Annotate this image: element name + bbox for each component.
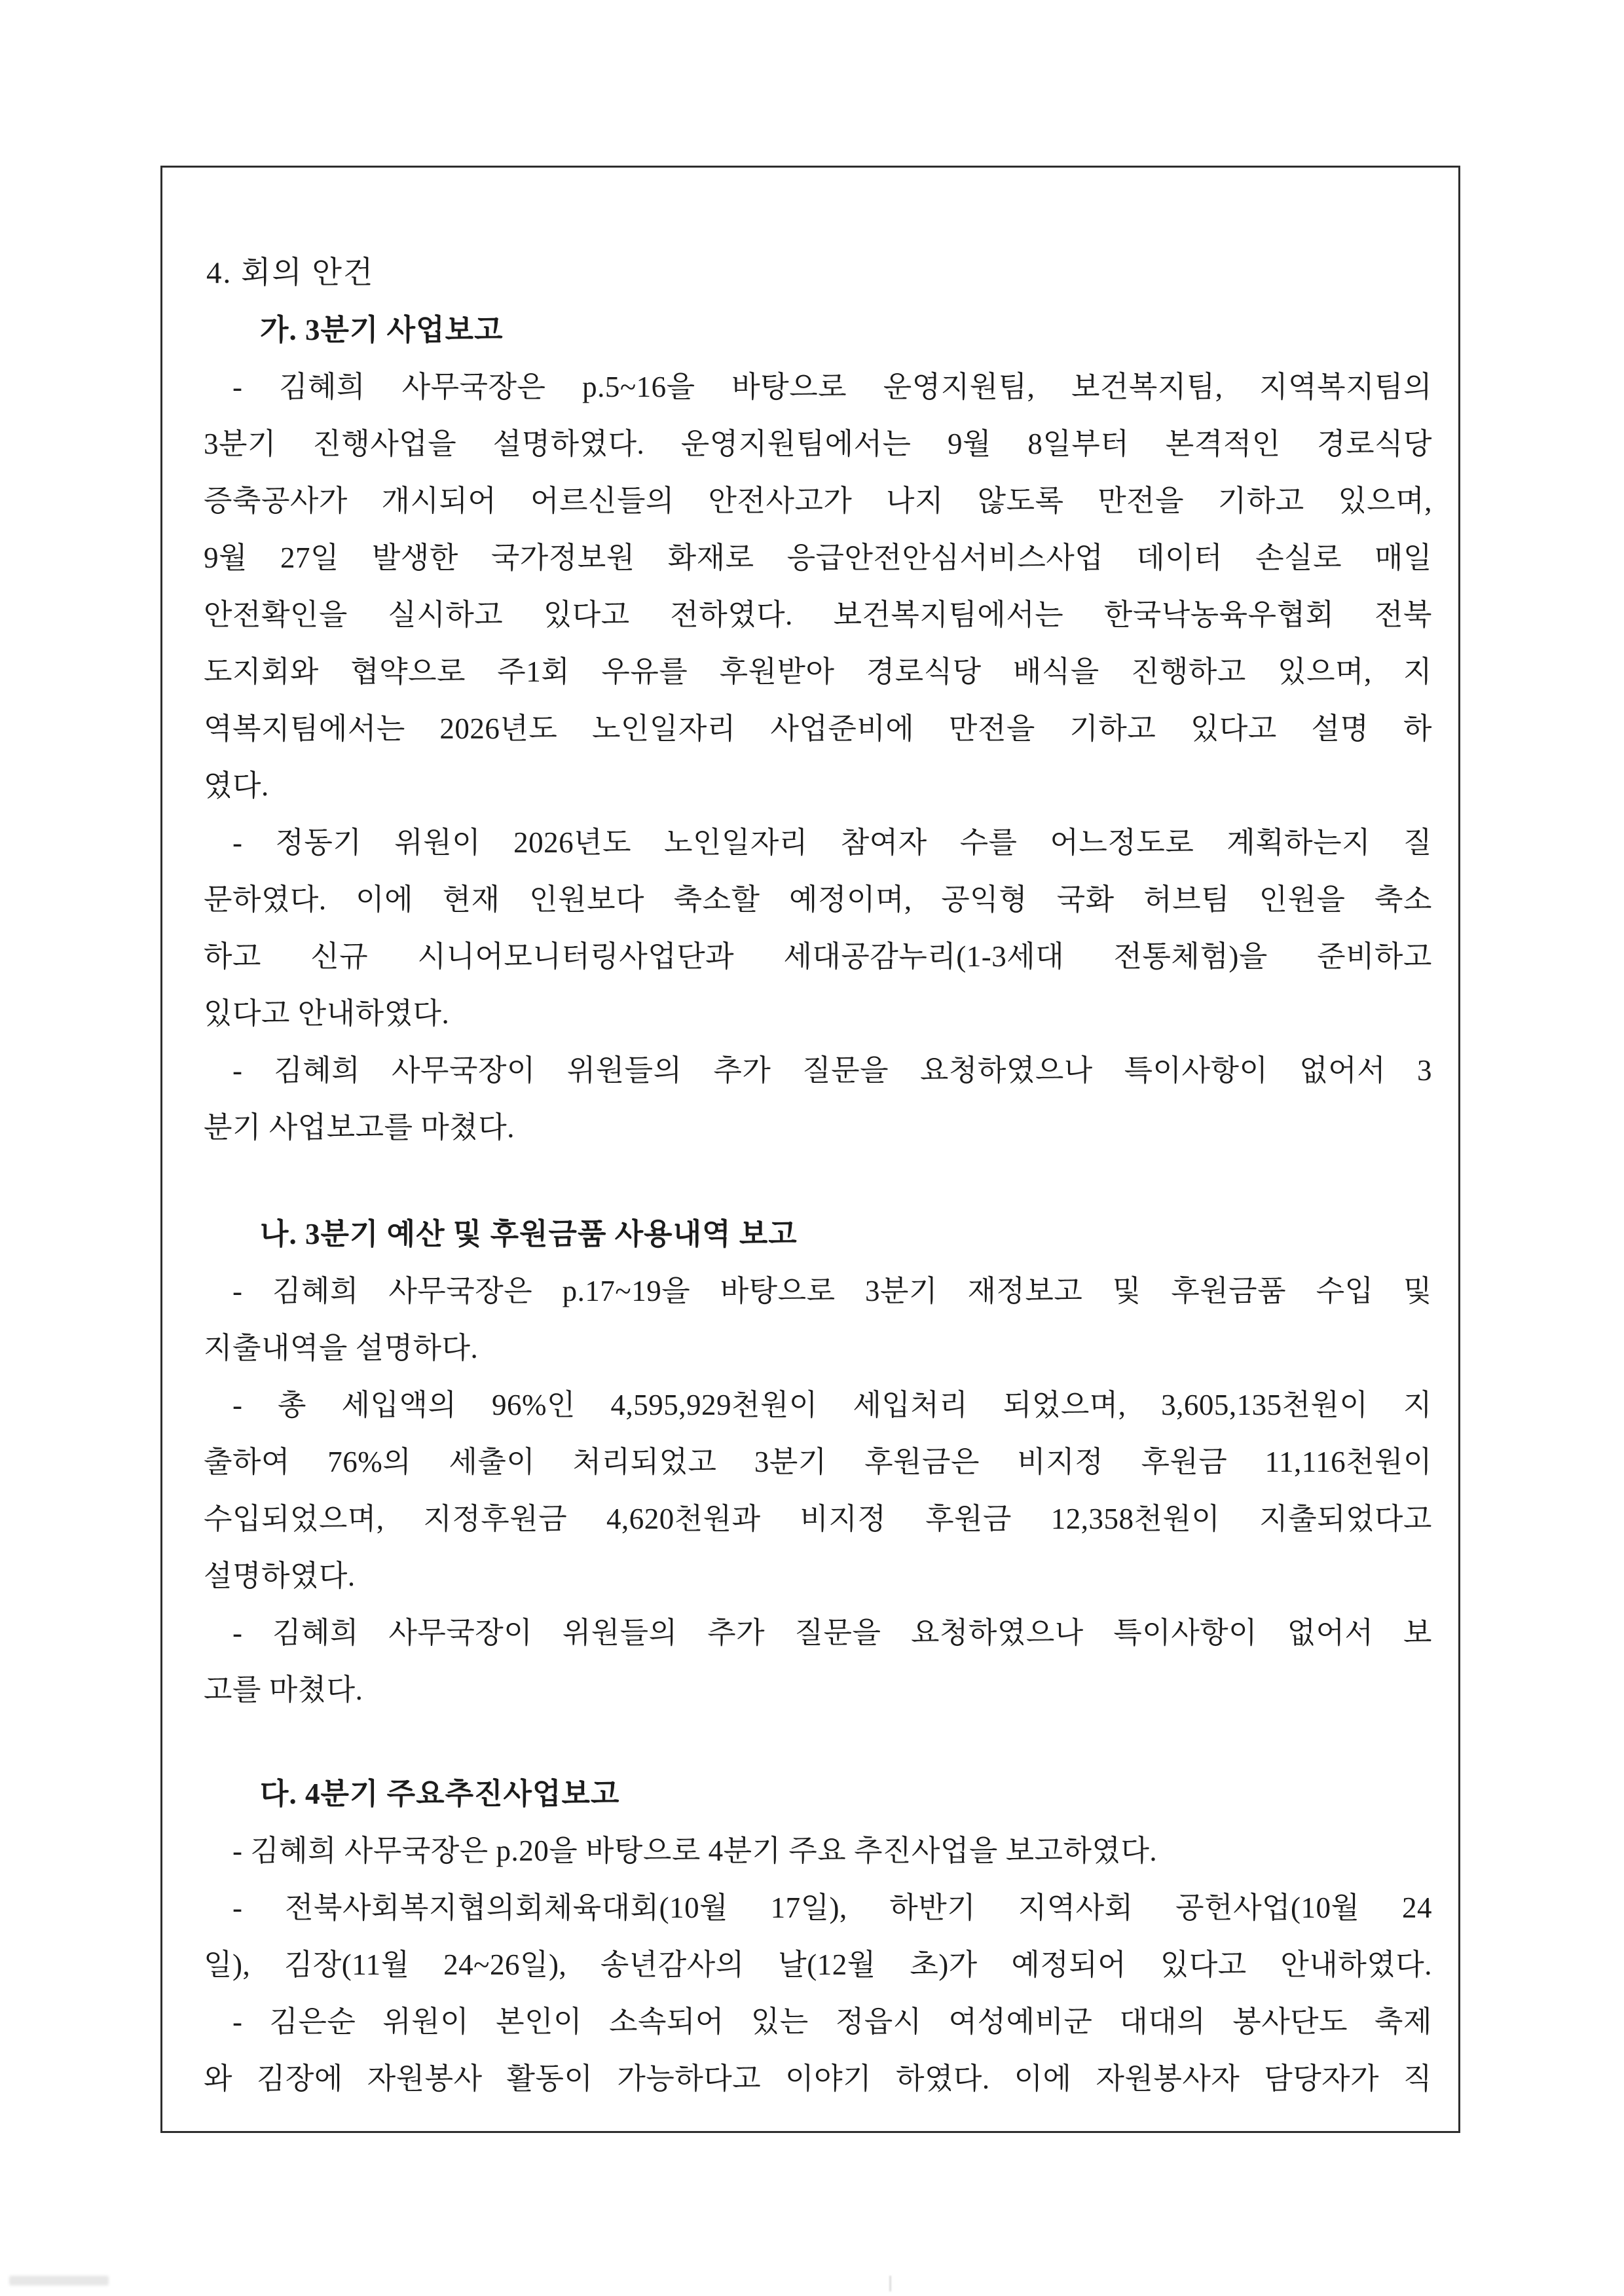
scan-artifact [889, 2276, 891, 2291]
document-line: - 김혜희 사무국장이 위원들의 추가 질문을 요청하였으나 특이사항이 없어서 3 [232, 1054, 1432, 1087]
section-heading-ga: 가. 3분기 사업보고 [260, 314, 504, 346]
document-line: 문하였다. 이에 현재 인원보다 축소할 예정이며, 공익형 국화 허브팀 인원을 축소 [204, 883, 1432, 916]
document-line: 하고 신규 시니어모니터링사업단과 세대공감누리(1-3세대 전통체험)을 준비하고 [204, 940, 1432, 973]
section-heading-na: 나. 3분기 예산 및 후원금품 사용내역 보고 [260, 1218, 798, 1250]
document-line: 도지회와 협약으로 주1회 우유를 후원받아 경로식당 배식을 진행하고 있으며, 지 [204, 655, 1432, 688]
document-line: 분기 사업보고를 마쳤다. [204, 1111, 515, 1144]
document-line: 있다고 안내하였다. [204, 997, 450, 1030]
document-line: 였다. [204, 769, 269, 802]
document-line: - 김혜희 사무국장은 p.5~16을 바탕으로 운영지원팀, 보건복지팀, 지역복지팀의 [232, 371, 1432, 403]
document-line: 증축공사가 개시되어 어르신들의 안전사고가 나지 않도록 만전을 기하고 있으며, [204, 484, 1432, 517]
document-border-frame [160, 166, 1460, 2133]
document-line: - 전북사회복지협의회체육대회(10월 17일), 하반기 지역사회 공헌사업(10월 24 [232, 1891, 1432, 1924]
scan-artifact [9, 2276, 109, 2286]
document-line: - 김혜희 사무국장이 위원들의 추가 질문을 요청하였으나 특이사항이 없어서 보 [232, 1616, 1432, 1649]
agenda-title: 4. 회의 안건 [206, 256, 375, 290]
document-line: 수입되었으며, 지정후원금 4,620천원과 비지정 후원금 12,358천원이 지출되었다고 [204, 1503, 1432, 1535]
document-line: - 김혜희 사무국장은 p.17~19을 바탕으로 3분기 재정보고 및 후원금품 수입 및 [232, 1275, 1432, 1307]
document-line: 역복지팀에서는 2026년도 노인일자리 사업준비에 만전을 기하고 있다고 설명 하 [204, 712, 1432, 745]
section-heading-da: 다. 4분기 주요추진사업보고 [260, 1777, 620, 1810]
section-gap [204, 1719, 1432, 1766]
document-content [204, 245, 1432, 2107]
document-line: 3분기 진행사업을 설명하였다. 운영지원팀에서는 9월 8일부터 본격적인 경로식당 [204, 428, 1432, 460]
document-line: 일), 김장(11월 24~26일), 송년감사의 날(12월 초)가 예정되어 있다고 안내하였다. [204, 1948, 1432, 1981]
document-line: 고를 마쳤다. [204, 1673, 363, 1706]
document-line: 설명하였다. [204, 1559, 356, 1592]
document-line: - 총 세입액의 96%인 4,595,929천원이 세입처리 되었으며, 3,605,135천원이 지 [232, 1389, 1432, 1421]
document-line: 지출내역을 설명하다. [204, 1332, 479, 1364]
document-line: - 김은순 위원이 본인이 소속되어 있는 정읍시 여성예비군 대대의 봉사단도 축제 [232, 2005, 1432, 2038]
document-line: 와 김장에 자원봉사 활동이 가능하다고 이야기 하였다. 이에 자원봉사자 담당자가 직 [204, 2062, 1432, 2095]
document-line: - 김혜희 사무국장은 p.20을 바탕으로 4분기 주요 추진사업을 보고하였다. [232, 1834, 1158, 1867]
document-line: 출하여 76%의 세출이 처리되었고 3분기 후원금은 비지정 후원금 11,116천원이 [204, 1446, 1432, 1478]
document-line: 9월 27일 발생한 국가정보원 화재로 응급안전안심서비스사업 데이터 손실로 매일 [204, 541, 1432, 574]
section-gap [204, 1156, 1432, 1206]
document-line: 안전확인을 실시하고 있다고 전하였다. 보건복지팀에서는 한국낙농육우협회 전북 [204, 598, 1432, 631]
document-line: - 정동기 위원이 2026년도 노인일자리 참여자 수를 어느정도로 계획하는지 질 [232, 826, 1432, 859]
